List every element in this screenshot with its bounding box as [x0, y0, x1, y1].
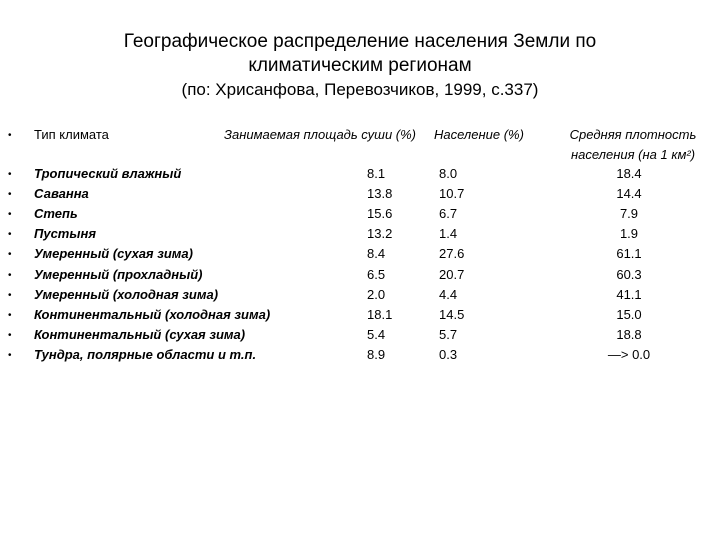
header-population: Население (%) — [434, 127, 524, 142]
climate-type-cell: Тропический влажный — [34, 166, 182, 181]
row-bullet: • — [8, 169, 12, 180]
land-area-cell: 8.9 — [367, 347, 386, 362]
density-cell: 1.9 — [619, 226, 639, 241]
climate-type-cell: Континентальный (сухая зима) — [34, 327, 246, 342]
row-bullet: • — [8, 270, 12, 281]
density-cell: 18.4 — [616, 166, 642, 181]
climate-type-cell: Пустыня — [34, 226, 96, 241]
climate-type-cell: Умеренный (сухая зима) — [34, 246, 193, 261]
title-line-2: климатическим регионам — [248, 55, 472, 76]
population-cell: 6.7 — [439, 206, 458, 221]
header-density — [553, 125, 713, 165]
density-cell: 18.8 — [616, 327, 642, 342]
land-area-cell: 15.6 — [367, 206, 393, 221]
header-density-line1: Средняя плотность — [569, 127, 697, 142]
density-cell: 61.1 — [616, 246, 642, 261]
density-cell: 14.4 — [616, 186, 642, 201]
climate-type-cell: Умеренный (холодная зима) — [34, 287, 219, 302]
population-cell: 1.4 — [439, 226, 458, 241]
header-density-line2: населения (на 1 км²) — [570, 147, 696, 162]
density-cell: 60.3 — [616, 267, 642, 282]
slide-title — [60, 30, 660, 78]
row-bullet: • — [8, 330, 12, 341]
population-cell: 14.5 — [439, 307, 465, 322]
climate-type-cell: Тундра, полярные области и т.п. — [34, 347, 257, 362]
population-cell: 0.3 — [439, 347, 458, 362]
density-cell: 15.0 — [616, 307, 642, 322]
header-bullet: • — [8, 130, 12, 141]
density-cell: —> 0.0 — [607, 347, 651, 362]
land-area-cell: 13.2 — [367, 226, 393, 241]
population-cell: 4.4 — [439, 287, 458, 302]
population-cell: 20.7 — [439, 267, 465, 282]
row-bullet: • — [8, 290, 12, 301]
land-area-cell: 8.4 — [367, 246, 386, 261]
title-line-1: Географическое распределение населения Земли по — [123, 31, 597, 52]
row-bullet: • — [8, 350, 12, 361]
population-cell: 8.0 — [439, 166, 458, 181]
land-area-cell: 8.1 — [367, 166, 386, 181]
row-bullet: • — [8, 249, 12, 260]
density-cell: 7.9 — [619, 206, 639, 221]
population-cell: 10.7 — [439, 186, 465, 201]
land-area-cell: 2.0 — [367, 287, 386, 302]
header-climate-type: Тип климата — [34, 127, 109, 142]
row-bullet: • — [8, 310, 12, 321]
row-bullet: • — [8, 189, 12, 200]
slide-subtitle: (по: Хрисанфова, Перевозчиков, 1999, с.337) — [181, 80, 539, 99]
land-area-cell: 5.4 — [367, 327, 386, 342]
header-land-area: Занимаемая площадь суши (%) — [224, 127, 417, 142]
climate-type-cell: Степь — [34, 206, 78, 221]
land-area-cell: 6.5 — [367, 267, 386, 282]
climate-type-cell: Умеренный (прохладный) — [34, 267, 203, 282]
population-cell: 27.6 — [439, 246, 465, 261]
land-area-cell: 18.1 — [367, 307, 393, 322]
density-cell: 41.1 — [616, 287, 642, 302]
climate-type-cell: Континентальный (холодная зима) — [34, 307, 271, 322]
row-bullet: • — [8, 209, 12, 220]
land-area-cell: 13.8 — [367, 186, 393, 201]
row-bullet: • — [8, 229, 12, 240]
climate-type-cell: Саванна — [34, 186, 89, 201]
population-cell: 5.7 — [439, 327, 458, 342]
